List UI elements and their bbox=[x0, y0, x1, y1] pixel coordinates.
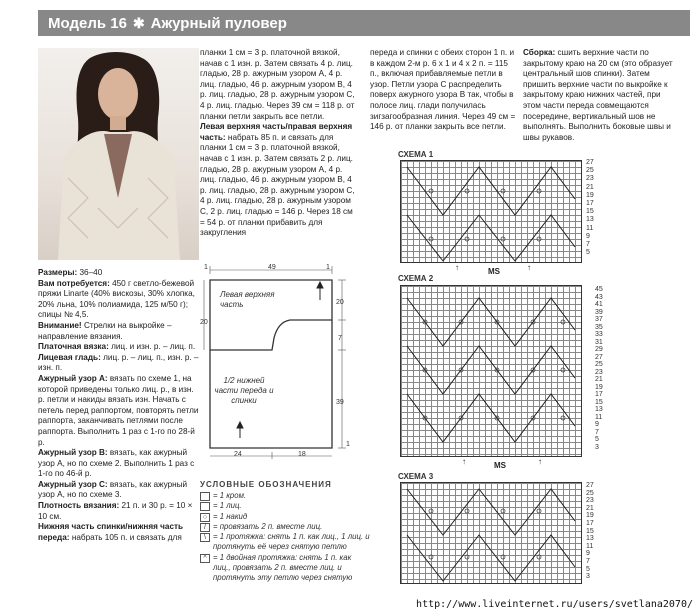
lace-b-value: вязать, как ажурный узор A, но по схеме 2. Выполнить 1 раз с 1-го по 46-й р. bbox=[38, 448, 195, 479]
garter-label: Платочная вязка: bbox=[38, 342, 109, 352]
dim-bottom-right: 1 bbox=[346, 441, 350, 448]
chart-1-arrow-left-icon: ↑ bbox=[455, 263, 459, 272]
sizes-value: 36–40 bbox=[79, 268, 103, 277]
selvedge-symbol-icon bbox=[200, 492, 210, 501]
chart-2-row-numbers: 45 43 41 39 37 35 33 31 29 27 25 23 21 19 17 15 13 11 9 7 5 3 bbox=[595, 286, 603, 451]
chart-1-ms-label: MS bbox=[488, 267, 500, 276]
legend-item: / = провязать 2 п. вместе лиц. bbox=[200, 522, 370, 532]
sizes-label: Размеры: bbox=[38, 268, 78, 277]
dim-bottom-mid: 18 bbox=[298, 451, 306, 458]
chart-2-pattern bbox=[401, 286, 581, 456]
assembly-label: Сборка: bbox=[523, 48, 556, 57]
chart-2-arrow-left-icon: ↑ bbox=[462, 457, 466, 466]
skp-symbol-icon: \ bbox=[200, 533, 210, 542]
schematic-lower-label: 1/2 нижней части переда и спинки bbox=[214, 376, 274, 405]
lace-a-value: вязать по схеме 1, на которой приведены только лиц. р., в изн. р. петли и накиды вязать изн. Начать с петель перед раппортом, повторять петли раппорта, заканчивать петлями после раппорта. Выполнить 1 раз с 1-го по 28-й р. bbox=[38, 373, 199, 447]
chart-1-arrow-right-icon: ↑ bbox=[527, 263, 531, 272]
chart-3-row-numbers: 27 25 23 21 19 17 15 13 11 9 7 5 3 bbox=[586, 482, 594, 581]
chart-2-title: СХЕМА 2 bbox=[398, 274, 434, 283]
chart-1-title: СХЕМА 1 bbox=[398, 150, 434, 159]
lower-part-label: Нижняя часть спинки/нижняя часть переда: bbox=[38, 522, 184, 542]
source-url[interactable]: http://www.liveinternet.ru/users/svetlana2070/ bbox=[416, 599, 693, 610]
lower-part-continued: планки 1 см = 3 р. платочной вязкой, начав с 1 изн. р. Затем связать 4 р. лиц. гладью, 28 р. ажурным узором A, 4 р. лиц. гладью, 46 р. ажурным узором B, 4 р. лиц. гладью, 28 р. ажурным узором C, 4 р. лиц. гладью. Через 39 см = 118 р. от планки петли закрыть все петли. bbox=[200, 48, 355, 121]
knit-symbol-icon bbox=[200, 502, 210, 511]
dim-top-width: 49 bbox=[268, 264, 276, 271]
dim-right-top: 20 bbox=[336, 299, 344, 306]
yarn-over-symbol-icon: ○ bbox=[200, 513, 210, 522]
dim-left-mid: 20 bbox=[200, 319, 208, 326]
double-decrease-symbol-icon: ^ bbox=[200, 554, 210, 563]
column-3-text: переда и спинки с обеих сторон 1 п. и в каждом 2-м р. 6 х 1 и 4 х 2 п. = 115 п., включая прибавляемые петли в узор. Петли узора C распределить поверх ажурного узора B так, чтобы в полосе лиц. глади получилась зигзагообразная линия. Через 49 см = 146 р. от планки закрыть все петли. bbox=[370, 48, 516, 132]
dim-bottom-left: 24 bbox=[234, 451, 242, 458]
dim-top-left-tick: 1 bbox=[204, 264, 208, 271]
legend-title: УСЛОВНЫЕ ОБОЗНАЧЕНИЯ bbox=[200, 480, 332, 489]
model-photo-illustration bbox=[38, 48, 199, 260]
lace-c-label: Ажурный узор C: bbox=[38, 479, 108, 489]
legend-item: ○ = 1 накид bbox=[200, 512, 370, 522]
legend-item: = 1 лиц. bbox=[200, 501, 370, 511]
dim-right-mid: 7 bbox=[338, 335, 342, 342]
model-photo bbox=[38, 48, 199, 260]
legend-item: = 1 кром. bbox=[200, 491, 370, 501]
k2tog-symbol-icon: / bbox=[200, 523, 210, 532]
chart-2-grid bbox=[400, 285, 582, 457]
upper-part-value: набрать 85 п. и связать для планки 1 см = 3 р. платочной вязкой, начав с 1 изн. р. Затем связать 2 р. лиц. гладью, 28 р. ажурным узором A, 4 р. лиц. гладью, 46 р. ажурным узором B, 4 р. лиц. гладью, 28 р. ажурным узором C, 4 р. лиц. гладью, 28 р. ажурным узором C, 2 р. лиц. гладью = 146 р. Через 18 см = 54 р. от планки прибавить для закругления bbox=[200, 132, 355, 238]
column-1-text bbox=[38, 268, 200, 543]
attention-value: Стрелки на выкройке – направление вязания. bbox=[38, 320, 172, 341]
lace-b-label: Ажурный узор B: bbox=[38, 448, 108, 458]
legend bbox=[200, 491, 370, 584]
assembly-value: сшить верхние части по закрытому краю на 20 см (это образует центральный шов спинки). Затем пришить верхние части по выкройке к закрытому краю нижних частей, при этом части переда совмещаются посередине, вертикальный шов не выполнять. Выполнить боковые швы и швы рукавов. bbox=[523, 48, 673, 142]
schematic-upper-label: Левая верхняя часть bbox=[220, 290, 275, 309]
chart-2-arrow-right-icon: ↑ bbox=[538, 457, 542, 466]
column-4-text bbox=[523, 48, 673, 143]
title-bar bbox=[38, 10, 690, 36]
dim-right-low: 39 bbox=[336, 399, 344, 406]
chart-1-pattern bbox=[401, 161, 581, 262]
attention-label: Внимание! bbox=[38, 320, 82, 330]
column-2-text bbox=[200, 48, 358, 239]
chart-1-grid bbox=[400, 160, 582, 263]
gauge-label: Плотность вязания: bbox=[38, 501, 120, 511]
materials-label: Вам потребуется: bbox=[38, 278, 110, 288]
model-number: Модель 16 bbox=[48, 14, 127, 32]
chart-3-pattern bbox=[401, 483, 581, 583]
page-title: Ажурный пуловер bbox=[150, 14, 287, 32]
upper-part-label: Левая верхняя часть/правая верхняя часть: bbox=[200, 122, 353, 142]
chart-2-ms-label: MS bbox=[494, 461, 506, 470]
stockinette-value: лиц. р. – лиц. п., изн. р. – изн. п. bbox=[38, 352, 199, 373]
star-icon: ✱ bbox=[132, 14, 145, 31]
lace-c-value: вязать, как ажурный узор A, но по схеме 3. bbox=[38, 479, 188, 500]
lace-a-label: Ажурный узор A: bbox=[38, 373, 108, 383]
lower-part-value: набрать 105 п. и связать для bbox=[71, 532, 182, 542]
garter-value: лиц. и изн. р. – лиц. п. bbox=[111, 342, 196, 352]
gauge-value: 21 п. и 30 р. = 10 × 10 см. bbox=[38, 501, 193, 521]
chart-3-grid bbox=[400, 482, 582, 584]
legend-item: \ = 1 протяжка: снять 1 п. как лиц., 1 лиц. и протянуть её через снятую петлю bbox=[200, 532, 370, 553]
materials-value: 450 г светло-бежевой пряжи Linarte (40% вискозы, 30% хлопка, 20% льна, 10% полиамида, 125 м/50 г); спицы № 4,5. bbox=[38, 278, 195, 320]
chart-1-row-numbers: 27 25 23 21 19 17 15 13 11 9 7 5 bbox=[586, 159, 594, 257]
chart-3-title: СХЕМА 3 bbox=[398, 472, 434, 481]
legend-item: ^ = 1 двойная протяжка: снять 1 п. как лиц., провязать 2 п. вместе лиц. и протянуть эту петлю через снятую bbox=[200, 553, 370, 584]
stockinette-label: Лицевая гладь: bbox=[38, 352, 101, 362]
dim-top-right-tick: 1 bbox=[326, 264, 330, 271]
